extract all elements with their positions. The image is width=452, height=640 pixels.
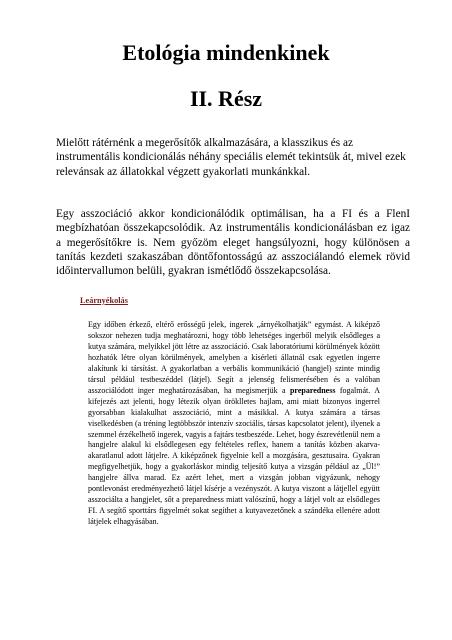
- document-title: Etológia mindenkinek: [122, 40, 330, 65]
- section-heading: Leárnyékolás: [80, 296, 128, 305]
- section-body-text-2: fogalmát. A kifejezés azt jelenti, hogy létezik olyan öröklletes hajlam, ami miatt bizonyos ingerrel gyorsabban kialakulhat asszociáció, mint a másikkal. A kutya számára a társas viselkedésben (a tréning legtöbbször intenzív szociális, társas kapcsolatot jelent), ilyenek a szemmel érzékelhető ingerek, vagyis a fajtárs testbeszéde. Lehet, hogy észrevétlenül nem a hangjelre alakul ki elsődlegesen egy feltételes reflex, hanem a tanítás közben akarva-akaratlanul adott látjelre. A kiképzőnek figyelnie kell a mozgására, gesztusaira. Gyakran megfigyelhetjük, hogy a gyakorláskor mindig teljesítő kutya a vizsgán például az „Ül!” hangjelre állva marad. Ez azért lehet, mert a vizsgán jobban vigyázunk, nehogy pontlevonást eredményezhető látjel kísérje a vezényszót. A kutya viszont a látjellel együtt asszociálta a hangjelet, sőt a preparedness miatt valószínű, hogy a látjel volt az elsődleges FI. A segítő sporttárs figyelmét sokat segíthet a kutyavezetőnek a szándéka ellenére adott látjelek elhagyásában.: [88, 385, 380, 527]
- section-body-text-1: Egy időben érkező, eltérő erősségű jelek, ingerek „árnyékolhatják” egymást. A kiképző sokszor nehezen tudja meghatározni, hogy több lehetséges ingerből melyik elsődleges a kutya számára, melyikkel jött létre az asszociáció. Csak laboratóriumi körülmények között hozhatók létre olyan körülmények, amelyben a kísérleti állatnál csak egyetlen ingerre alakítunk ki társítást. A gyakorlatban a verbális kommunikáció (hangjel) szinte mindig társul például testbeszéddel (látjel). Segít a jelenség felismerésében és a valóban asszociálódott inger meghatározásában, ha megismerjük a: [88, 320, 380, 395]
- intro-paragraph: Mielőtt rátérnénk a megerősítők alkalmazására, a klasszikus és az instrumentális kondicionálás néhány speciális elemét tekintsük át, mivel ezek relevánsak az állatokkal végzett gyakorlati munkánkkal.: [56, 137, 406, 178]
- section-body: [88, 320, 380, 528]
- bold-term: preparedness: [289, 385, 336, 395]
- document-subtitle: II. Rész: [189, 86, 263, 111]
- conditioning-paragraph: Egy asszociáció akkor kondicionálódik optimálisan, ha a FI és a FlenI megbízhatóan összekapcsolódik. Az instrumentális kondicionálásban ez igaz a megerősítőkre is. Nem győzöm eleget hangsúlyozni, hogy különösen a tanítás kezdeti szakaszában döntőfontosságú az asszociálandó elemek rövid időintervallumon belüli, gyakran ismétlődő összekapcsolása.: [56, 208, 410, 278]
